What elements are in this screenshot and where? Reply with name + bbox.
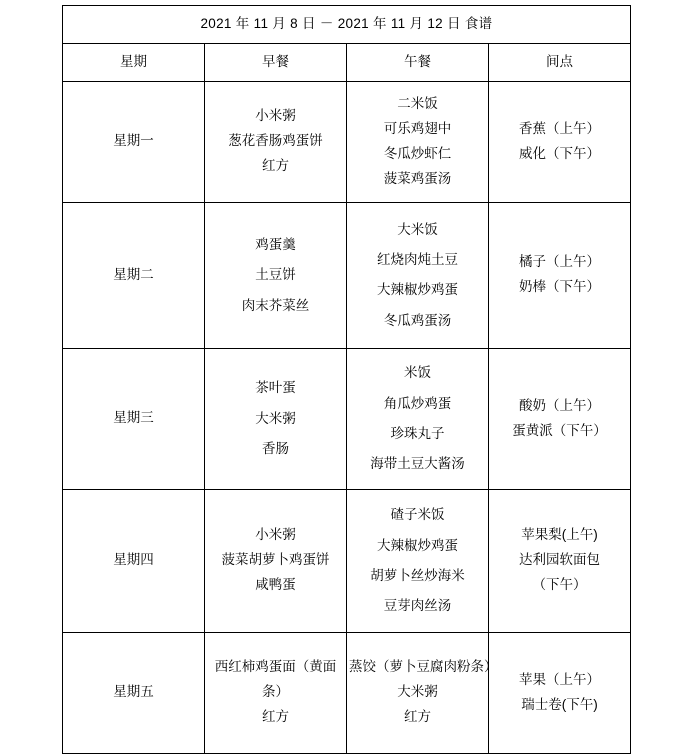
day-label: 星期三 (63, 348, 205, 489)
table-row (63, 202, 631, 348)
table-header-row (63, 43, 631, 81)
snack-cell (489, 202, 631, 348)
meal-item: 珍珠丸子 (390, 425, 445, 441)
meal-item: 豆芽肉丝汤 (383, 598, 452, 614)
snack-item: 威化（下午） (519, 145, 600, 161)
meal-item: 红方 (262, 709, 289, 725)
meal-item: 菠菜鸡蛋汤 (383, 170, 452, 186)
meal-item: 茶叶蛋 (255, 380, 296, 396)
snack-item: 蛋黄派（下午） (512, 422, 607, 438)
table-title-row (63, 6, 631, 44)
breakfast-cell (205, 489, 347, 632)
meal-item: 大米粥 (397, 684, 438, 700)
meal-item: 胡萝卜丝炒海米 (370, 567, 465, 583)
column-header-snack: 间点 (489, 43, 631, 81)
meal-item: 碴子米饭 (390, 507, 445, 523)
lunch-cell (347, 632, 498, 753)
meal-item: 土豆饼 (255, 267, 296, 283)
snack-cell (489, 632, 631, 753)
snack-item: 苹果梨(上午) (521, 527, 598, 543)
meal-item: 红方 (404, 709, 431, 725)
meal-item: 小米粥 (255, 108, 296, 124)
meal-item: 蒸饺（萝卜豆腐肉粉条） (349, 659, 498, 675)
day-label: 星期二 (63, 202, 205, 348)
column-header-lunch: 午餐 (347, 43, 489, 81)
breakfast-cell (205, 81, 347, 202)
lunch-cell (347, 202, 489, 348)
meal-item: 角瓜炒鸡蛋 (383, 395, 452, 411)
lunch-cell (347, 348, 489, 489)
breakfast-cell (205, 348, 347, 489)
snack-cell (489, 81, 631, 202)
table-row (63, 348, 631, 489)
day-label: 星期五 (63, 632, 205, 753)
snack-cell (489, 489, 631, 632)
meal-item: 菠菜胡萝卜鸡蛋饼 (221, 552, 330, 568)
breakfast-cell (205, 632, 347, 753)
meal-item: 大米饭 (397, 221, 438, 237)
breakfast-cell (205, 202, 347, 348)
day-label: 星期四 (63, 489, 205, 632)
meal-item: 海带土豆大酱汤 (370, 456, 465, 472)
meal-item: 小米粥 (255, 527, 296, 543)
meal-item: 葱花香肠鸡蛋饼 (228, 133, 323, 149)
meal-item: 香肠 (262, 441, 289, 457)
meal-item: 可乐鸡翅中 (383, 120, 452, 136)
snack-item: 奶棒（下午） (519, 279, 600, 295)
menu-title: 2021 年 11 月 8 日 － 2021 年 11 月 12 日 食谱 (63, 6, 631, 44)
meal-item: 条） (262, 684, 289, 700)
meal-item: 西红柿鸡蛋面（黄面 (214, 659, 337, 675)
snack-item: 橘子（上午） (519, 254, 600, 270)
weekly-menu-table (62, 5, 631, 754)
lunch-cell (347, 489, 489, 632)
snack-item: 香蕉（上午） (519, 120, 600, 136)
meal-item: 肉末芥菜丝 (241, 297, 310, 313)
meal-item: 红方 (262, 158, 289, 174)
table-row (63, 632, 631, 753)
meal-item: 冬瓜炒虾仁 (383, 145, 452, 161)
snack-item: 达利园软面包 (519, 552, 600, 568)
meal-item: 米饭 (404, 365, 431, 381)
day-label: 星期一 (63, 81, 205, 202)
column-header-breakfast: 早餐 (205, 43, 347, 81)
meal-item: 大米粥 (255, 410, 296, 426)
snack-item: 苹果（上午） (519, 671, 600, 687)
meal-item: 咸鸭蛋 (255, 577, 296, 593)
snack-item: （下午） (532, 577, 587, 593)
table-row (63, 489, 631, 632)
snack-item: 酸奶（上午） (519, 397, 600, 413)
snack-cell (489, 348, 631, 489)
column-header-day: 星期 (63, 43, 205, 81)
meal-item: 红烧肉炖土豆 (377, 252, 458, 268)
meal-item: 大辣椒炒鸡蛋 (377, 537, 458, 553)
meal-item: 鸡蛋羹 (255, 236, 296, 252)
meal-item: 大辣椒炒鸡蛋 (377, 282, 458, 298)
table-row (63, 81, 631, 202)
meal-item: 二米饭 (397, 96, 438, 111)
meal-item: 冬瓜鸡蛋汤 (383, 312, 452, 328)
lunch-cell (347, 81, 489, 202)
snack-item: 瑞士卷(下午) (521, 696, 598, 712)
